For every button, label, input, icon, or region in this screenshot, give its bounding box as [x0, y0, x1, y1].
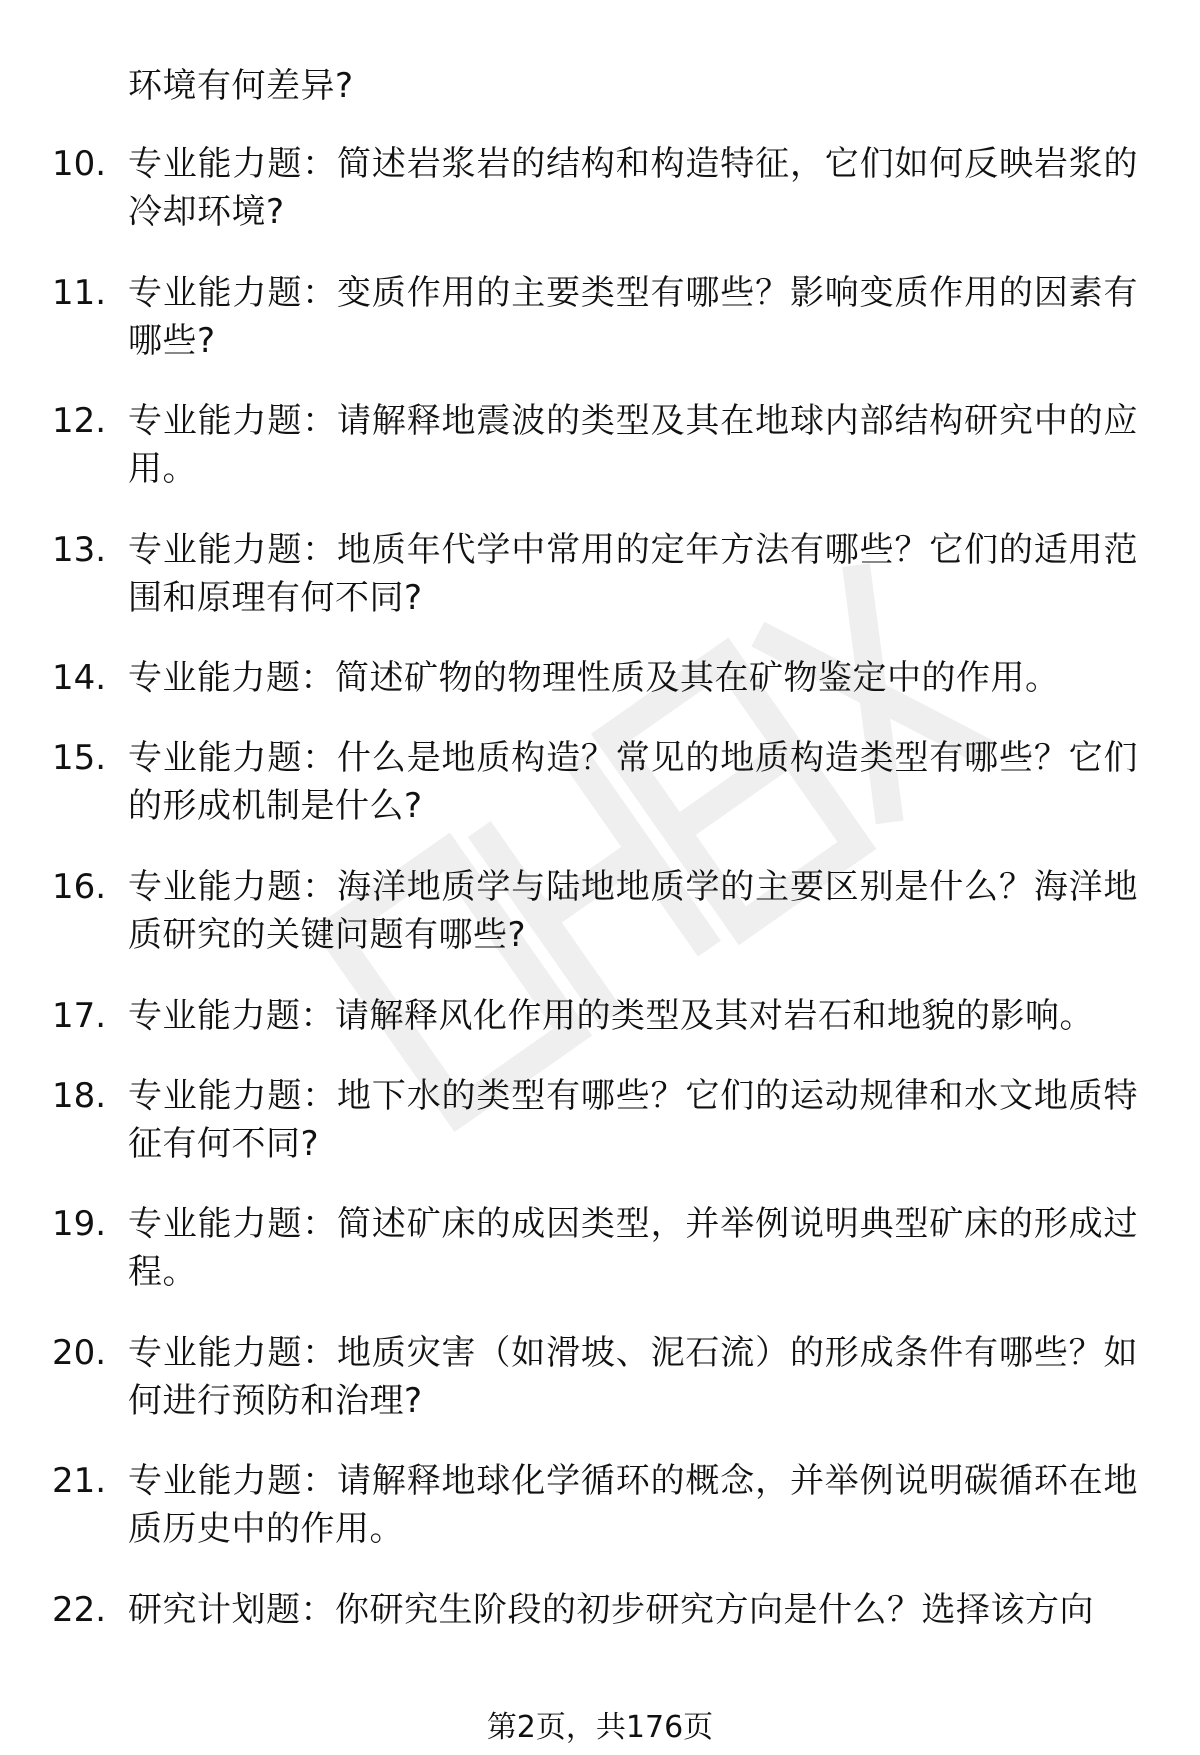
question-text: 专业能力题：简述矿物的物理性质及其在矿物鉴定中的作用。 [128, 658, 1060, 699]
question-number: 10. [52, 144, 107, 184]
question-number: 22. [52, 1589, 107, 1630]
list-item [0, 1457, 1200, 1586]
question-text: 专业能力题：简述岩浆岩的结构和构造特征，它们如何反映岩浆的冷却环境? [128, 144, 1138, 232]
list-item [0, 1072, 1200, 1201]
question-number: 13. [52, 529, 107, 570]
question-number: 14. [52, 658, 107, 699]
list-item [0, 863, 1200, 992]
question-number: 18. [52, 1075, 107, 1116]
question-number: 17. [52, 995, 107, 1036]
question-number: 11. [52, 272, 107, 313]
list-item [0, 526, 1200, 655]
question-text: 专业能力题：变质作用的主要类型有哪些？影响变质作用的因素有哪些? [128, 272, 1138, 361]
list-item [0, 734, 1200, 863]
question-text: 专业能力题：海洋地质学与陆地地质学的主要区别是什么？海洋地质研究的关键问题有哪些? [128, 866, 1138, 955]
question-number: 15. [52, 738, 107, 779]
question-text: 专业能力题：请解释地球化学循环的概念，并举例说明碳循环在地质历史中的作用。 [128, 1461, 1138, 1550]
list-item [0, 397, 1200, 526]
question-number: 16. [52, 866, 107, 907]
question-number: 12. [52, 401, 107, 442]
question-continuation-text: 环境有何差异? [128, 66, 354, 106]
question-text: 专业能力题：请解释风化作用的类型及其对岩石和地貌的影响。 [128, 995, 1094, 1036]
question-number: 19. [52, 1204, 107, 1245]
question-text: 专业能力题：地下水的类型有哪些？它们的运动规律和水文地质特征有何不同? [128, 1075, 1138, 1164]
list-item [0, 1329, 1200, 1458]
list-item [0, 269, 1200, 398]
question-list [0, 140, 1200, 1666]
list-item [0, 654, 1200, 734]
list-item [0, 1586, 1200, 1666]
question-text: 专业能力题：地质灾害（如滑坡、泥石流）的形成条件有哪些？如何进行预防和治理? [128, 1332, 1138, 1421]
page-footer-label: 第2页，共176页 [486, 1710, 714, 1745]
question-number: 21. [52, 1461, 107, 1502]
list-item [0, 1200, 1200, 1329]
question-text: 研究计划题：你研究生阶段的初步研究方向是什么？选择该方向 [128, 1589, 1094, 1630]
question-text: 专业能力题：简述矿床的成因类型，并举例说明典型矿床的形成过程。 [128, 1204, 1138, 1293]
question-text: 专业能力题：地质年代学中常用的定年方法有哪些？它们的适用范围和原理有何不同? [128, 529, 1138, 618]
question-number: 20. [52, 1332, 107, 1373]
question-text: 专业能力题：什么是地质构造？常见的地质构造类型有哪些？它们的形成机制是什么? [128, 738, 1138, 827]
list-item [0, 992, 1200, 1072]
question-text: 专业能力题：请解释地震波的类型及其在地球内部结构研究中的应用。 [128, 401, 1138, 490]
list-item [0, 140, 1200, 269]
